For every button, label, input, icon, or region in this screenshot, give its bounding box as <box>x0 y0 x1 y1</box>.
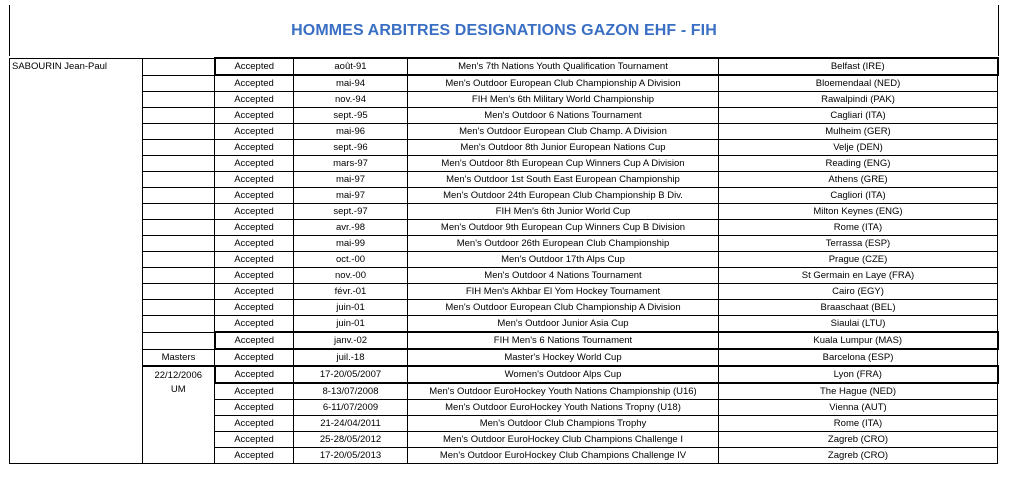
group-label-cell <box>143 236 215 252</box>
event-cell: Women's Outdoor Alps Cup <box>408 366 719 383</box>
table-row <box>10 204 998 220</box>
event-cell: Men's Outdoor 8th European Cup Winners Cup A Division <box>408 156 719 172</box>
group-label-masters: Masters <box>143 349 215 366</box>
table-row <box>10 349 998 366</box>
status-cell: Accepted <box>215 400 294 416</box>
um-code-label: UM <box>170 384 186 395</box>
date-cell: juin-01 <box>294 316 408 333</box>
venue-cell: The Hague (NED) <box>719 383 998 400</box>
status-cell: Accepted <box>215 92 294 108</box>
venue-cell: Rome (ITA) <box>719 220 998 236</box>
table-row <box>10 58 998 75</box>
designations-table <box>9 57 999 464</box>
date-cell: févr.-01 <box>294 284 408 300</box>
table-row <box>10 316 998 333</box>
date-cell: 17-20/05/2013 <box>294 448 408 464</box>
event-cell: Men's Outdoor European Club Championship A Division <box>408 300 719 316</box>
venue-cell: Siaulai (LTU) <box>719 316 998 333</box>
table-row <box>10 236 998 252</box>
table-row <box>10 156 998 172</box>
event-cell: Men's Outdoor EuroHockey Club Champions Challenge IV <box>408 448 719 464</box>
designations-table-wrapper <box>9 57 999 464</box>
venue-cell: Belfast (IRE) <box>719 58 998 75</box>
group-label-cell <box>143 124 215 140</box>
status-cell: Accepted <box>215 366 294 383</box>
table-row <box>10 268 998 284</box>
venue-cell: Bloemendaal (NED) <box>719 75 998 92</box>
event-cell: FIH Men's 6th Junior World Cup <box>408 204 719 220</box>
event-cell: Men's Outdoor 1st South East European Championship <box>408 172 719 188</box>
status-cell: Accepted <box>215 284 294 300</box>
table-row <box>10 140 998 156</box>
event-cell: FIH Men's 6 Nations Tournament <box>408 332 719 349</box>
group-label-cell <box>143 188 215 204</box>
table-row <box>10 92 998 108</box>
venue-cell: Zagreb (CRO) <box>719 448 998 464</box>
date-cell: mai-97 <box>294 188 408 204</box>
venue-cell: Rome (ITA) <box>719 416 998 432</box>
date-cell: juin-01 <box>294 300 408 316</box>
table-row <box>10 284 998 300</box>
status-cell: Accepted <box>215 332 294 349</box>
event-cell: Men's Outdoor 6 Nations Tournament <box>408 108 719 124</box>
group-label-cell <box>143 252 215 268</box>
venue-cell: St Germain en Laye (FRA) <box>719 268 998 284</box>
group-label-cell <box>143 300 215 316</box>
status-cell: Accepted <box>215 204 294 220</box>
table-row <box>10 188 998 204</box>
venue-cell: Cairo (EGY) <box>719 284 998 300</box>
venue-cell: Cagliari (ITA) <box>719 108 998 124</box>
venue-cell: Zagreb (CRO) <box>719 432 998 448</box>
event-cell: FIH Men's Akhbar El Yom Hockey Tournament <box>408 284 719 300</box>
date-cell: avr.-98 <box>294 220 408 236</box>
status-cell: Accepted <box>215 58 294 75</box>
event-cell: Men's Outdoor 9th European Cup Winners Cup B Division <box>408 220 719 236</box>
status-cell: Accepted <box>215 75 294 92</box>
venue-cell: Vienna (AUT) <box>719 400 998 416</box>
event-cell: Men's Outdoor 17th Alps Cup <box>408 252 719 268</box>
event-cell: Men's Outdoor EuroHockey Youth Nations Championship (U16) <box>408 383 719 400</box>
event-cell: Men's Outdoor Junior Asia Cup <box>408 316 719 333</box>
group-label-cell <box>143 156 215 172</box>
table-row <box>10 124 998 140</box>
date-cell: oct.-00 <box>294 252 408 268</box>
status-cell: Accepted <box>215 220 294 236</box>
table-row <box>10 172 998 188</box>
group-label-cell <box>143 108 215 124</box>
date-cell: mai-99 <box>294 236 408 252</box>
group-label-cell <box>143 268 215 284</box>
event-cell: Master's Hockey World Cup <box>408 349 719 366</box>
date-cell: 21-24/04/2011 <box>294 416 408 432</box>
venue-cell: Lyon (FRA) <box>719 366 998 383</box>
group-label-cell <box>143 92 215 108</box>
status-cell: Accepted <box>215 108 294 124</box>
group-label-cell <box>143 204 215 220</box>
status-cell: Accepted <box>215 156 294 172</box>
referee-name-cell: SABOURIN Jean-Paul <box>10 58 143 464</box>
status-cell: Accepted <box>215 252 294 268</box>
venue-cell: Mulheim (GER) <box>719 124 998 140</box>
date-cell: janv.-02 <box>294 332 408 349</box>
venue-cell: Barcelona (ESP) <box>719 349 998 366</box>
date-cell: nov.-00 <box>294 268 408 284</box>
date-cell: sept.-95 <box>294 108 408 124</box>
status-cell: Accepted <box>215 349 294 366</box>
table-row <box>10 366 998 383</box>
status-cell: Accepted <box>215 188 294 204</box>
event-cell: Men's Outdoor EuroHockey Youth Nations Tropny (U18) <box>408 400 719 416</box>
table-row <box>10 75 998 92</box>
group-label-cell <box>143 316 215 333</box>
group-label-um <box>143 366 215 464</box>
table-row <box>10 108 998 124</box>
status-cell: Accepted <box>215 124 294 140</box>
status-cell: Accepted <box>215 432 294 448</box>
status-cell: Accepted <box>215 416 294 432</box>
event-cell: Men's Outdoor European Club Champ. A Division <box>408 124 719 140</box>
table-row <box>10 220 998 236</box>
date-cell: sept.-97 <box>294 204 408 220</box>
event-cell: Men's Outdoor 8th Junior European Nations Cup <box>408 140 719 156</box>
date-cell: mai-94 <box>294 75 408 92</box>
venue-cell: Terrassa (ESP) <box>719 236 998 252</box>
event-cell: Men's 7th Nations Youth Qualification Tournament <box>408 58 719 75</box>
status-cell: Accepted <box>215 140 294 156</box>
group-label-cell <box>143 332 215 349</box>
date-cell: mai-96 <box>294 124 408 140</box>
venue-cell: Kuala Lumpur (MAS) <box>719 332 998 349</box>
table-row <box>10 252 998 268</box>
event-cell: Men's Outdoor 24th European Club Championship B Div. <box>408 188 719 204</box>
group-label-cell <box>143 172 215 188</box>
event-cell: Men's Outdoor EuroHockey Club Champions Challenge I <box>408 432 719 448</box>
um-date-label: 22/12/2006 <box>154 370 203 381</box>
event-cell: Men's Outdoor 26th European Club Championship <box>408 236 719 252</box>
status-cell: Accepted <box>215 316 294 333</box>
date-cell: mai-97 <box>294 172 408 188</box>
date-cell: 25-28/05/2012 <box>294 432 408 448</box>
group-label-cell <box>143 75 215 92</box>
group-label-cell <box>143 58 215 75</box>
status-cell: Accepted <box>215 448 294 464</box>
venue-cell: Cagliori (ITA) <box>719 188 998 204</box>
group-label-cell <box>143 140 215 156</box>
venue-cell: Reading (ENG) <box>719 156 998 172</box>
status-cell: Accepted <box>215 236 294 252</box>
event-cell: Men's Outdoor Club Champions Trophy <box>408 416 719 432</box>
status-cell: Accepted <box>215 300 294 316</box>
group-label-cell <box>143 284 215 300</box>
date-cell: 8-13/07/2008 <box>294 383 408 400</box>
venue-cell: Velje (DEN) <box>719 140 998 156</box>
venue-cell: Milton Keynes (ENG) <box>719 204 998 220</box>
title-area <box>9 5 999 56</box>
group-label-cell <box>143 220 215 236</box>
table-body <box>10 58 998 464</box>
page-title: HOMMES ARBITRES DESIGNATIONS GAZON EHF - FIH <box>291 22 717 39</box>
table-row <box>10 332 998 349</box>
event-cell: Men's Outdoor European Club Championship A Division <box>408 75 719 92</box>
venue-cell: Prague (CZE) <box>719 252 998 268</box>
date-cell: mars-97 <box>294 156 408 172</box>
venue-cell: Athens (GRE) <box>719 172 998 188</box>
table-row <box>10 300 998 316</box>
event-cell: FIH Men's 6th Military World Championship <box>408 92 719 108</box>
date-cell: sept.-96 <box>294 140 408 156</box>
status-cell: Accepted <box>215 383 294 400</box>
event-cell: Men's Outdoor 4 Nations Tournament <box>408 268 719 284</box>
date-cell: juil.-18 <box>294 349 408 366</box>
date-cell: 17-20/05/2007 <box>294 366 408 383</box>
venue-cell: Braaschaat (BEL) <box>719 300 998 316</box>
status-cell: Accepted <box>215 268 294 284</box>
status-cell: Accepted <box>215 172 294 188</box>
date-cell: août-91 <box>294 58 408 75</box>
date-cell: nov.-94 <box>294 92 408 108</box>
date-cell: 6-11/07/2009 <box>294 400 408 416</box>
venue-cell: Rawalpindi (PAK) <box>719 92 998 108</box>
